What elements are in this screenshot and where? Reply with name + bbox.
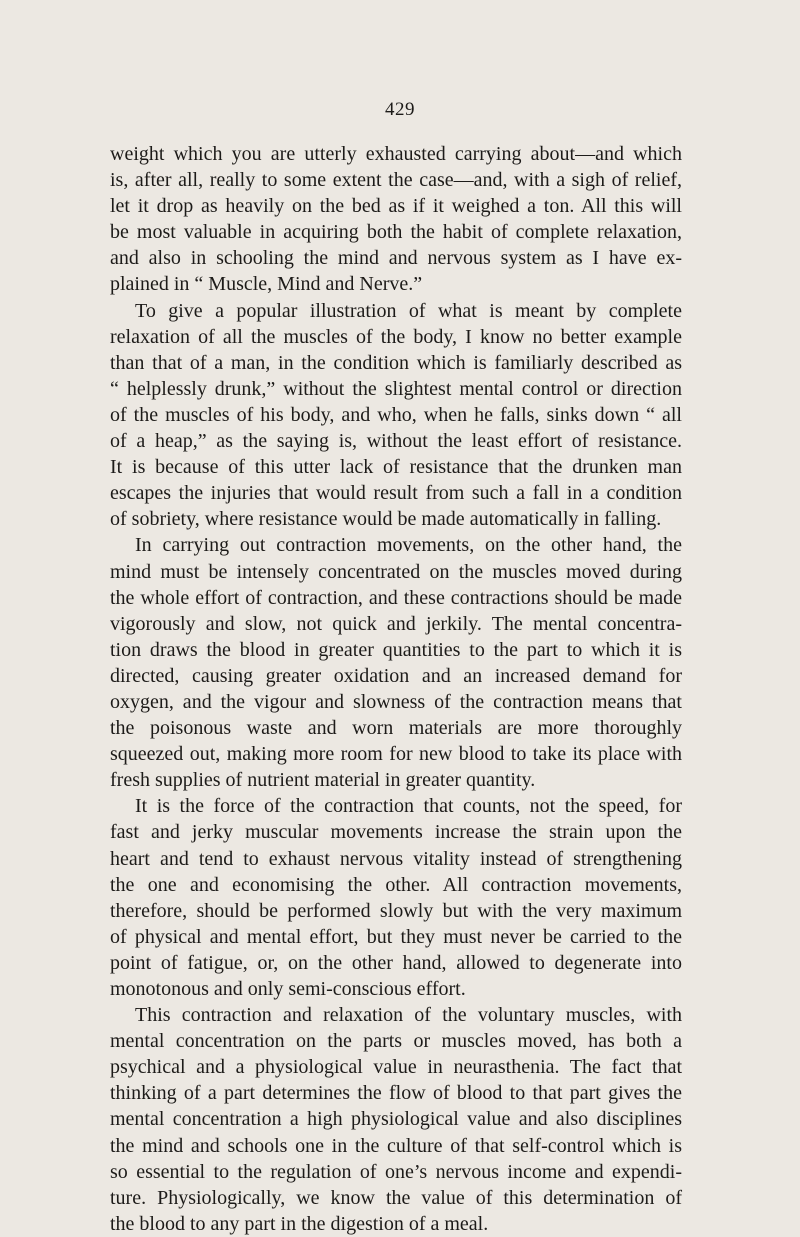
text-line: be most valuable in acquiring both the habit of complete relaxation,	[110, 221, 682, 244]
text-line: of sobriety, where resistance would be made automatically in falling.	[110, 508, 662, 531]
text-line: the whole effort of contraction, and these contractions should be made	[110, 586, 682, 609]
text-line: therefore, should be performed slowly but with the very maximum	[110, 899, 682, 922]
text-line: mental concentration on the parts or muscles moved, has both a	[110, 1030, 682, 1053]
text-line: relaxation of all the muscles of the body, I know no better example	[110, 325, 682, 348]
text-line: fast and jerky muscular movements increase the strain upon the	[110, 821, 682, 844]
text-line: “ helplessly drunk,” without the slightest mental control or direction	[110, 377, 682, 400]
text-line: of physical and mental effort, but they must never be carried to the	[110, 925, 682, 948]
text-line: To give a popular illustration of what is meant by complete	[135, 299, 682, 322]
text-line: weight which you are utterly exhausted carrying about—and which	[110, 143, 682, 165]
text-line: tion draws the blood in greater quantities to the part to which it is	[110, 638, 682, 661]
text-line: the mind and schools one in the culture of that self-control which is	[110, 1134, 682, 1157]
text-line: This contraction and relaxation of the voluntary muscles, with	[135, 1004, 682, 1027]
text-line: In carrying out contraction movements, on the other hand, the	[135, 534, 682, 557]
text-line: mental concentration a high physiological value and also disciplines	[110, 1108, 682, 1131]
text-line: escapes the injuries that would result from such a fall in a condition	[110, 482, 682, 505]
page-number: 429	[385, 99, 415, 120]
text-line: oxygen, and the vigour and slowness of the contraction means that	[110, 690, 682, 713]
text-line: point of fatigue, or, on the other hand, allowed to degenerate into	[110, 951, 682, 974]
text-line: of a heap,” as the saying is, without the least effort of resistance.	[110, 430, 682, 453]
text-line: so essential to the regulation of one’s nervous income and expendi-	[110, 1160, 682, 1183]
text-line: squeezed out, making more room for new blood to take its place with	[110, 743, 682, 766]
text-line: monotonous and only semi-conscious effort.	[110, 978, 466, 1000]
text-line: the one and economising the other. All contraction movements,	[110, 873, 682, 896]
text-line: heart and tend to exhaust nervous vitality instead of strengthening	[110, 847, 682, 870]
text-line: than that of a man, in the condition which is familiarly described as	[110, 351, 682, 374]
text-line: of the muscles of his body, and who, when he falls, sinks down “ all	[110, 403, 682, 426]
text-line: let it drop as heavily on the bed as if it weighed a ton. All this will	[110, 195, 682, 218]
text-line: directed, causing greater oxidation and an increased demand for	[110, 664, 682, 687]
text-line: ture. Physiologically, we know the value of this determination of	[110, 1186, 682, 1209]
text-line: fresh supplies of nutrient material in greater quantity.	[110, 769, 536, 792]
text-line: It is the force of the contraction that counts, not the speed, for	[135, 795, 682, 818]
text-line: plained in “ Muscle, Mind and Nerve.”	[110, 273, 423, 296]
text-line: psychical and a physiological value in neurasthenia. The fact that	[110, 1056, 682, 1079]
text-line: thinking of a part determines the flow of blood to that part gives the	[110, 1082, 682, 1105]
text-line: the blood to any part in the digestion of a meal.	[110, 1212, 489, 1235]
text-line: the poisonous waste and worn materials are more thoroughly	[110, 717, 682, 740]
text-line: and also in schooling the mind and nervous system as I have ex-	[110, 247, 682, 270]
text-line: vigorously and slow, not quick and jerkily. The mental concentra-	[110, 612, 682, 635]
text-line: is, after all, really to some extent the case—and, with a sigh of relief,	[110, 169, 682, 192]
body-text	[110, 141, 682, 1237]
text-line: It is because of this utter lack of resistance that the drunken man	[110, 456, 682, 479]
text-line: mind must be intensely concentrated on the muscles moved during	[110, 560, 682, 583]
